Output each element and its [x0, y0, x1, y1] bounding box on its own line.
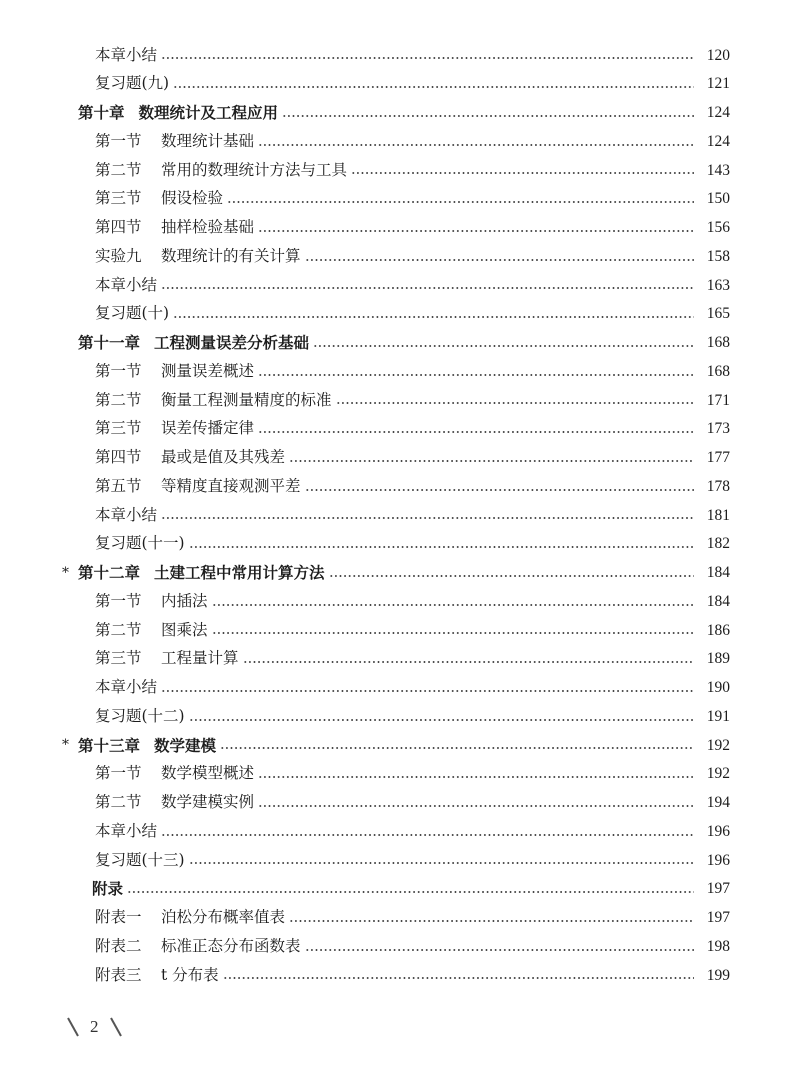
toc-entry-number: 第四节: [95, 448, 142, 467]
toc-entry-title: 误差传播定律: [161, 419, 255, 438]
toc-entry-title: 内插法: [161, 591, 208, 610]
toc-entry-label: [95, 936, 301, 955]
toc-section-entry[interactable]: [0, 156, 790, 185]
toc-entry-number: 第二节: [95, 390, 142, 409]
toc-section-entry[interactable]: [0, 185, 790, 214]
toc-entry-label: [95, 706, 185, 725]
toc-entry-number: 附表三: [95, 965, 142, 984]
toc-section-entry[interactable]: [0, 702, 790, 731]
toc-entry-label: [95, 850, 185, 869]
dot-leader: [329, 574, 694, 578]
toc-entry-title: 本章小结: [95, 45, 158, 64]
dot-leader: [161, 833, 694, 837]
dot-leader: [289, 459, 694, 463]
toc-section-entry[interactable]: [0, 616, 790, 645]
toc-entry-label: [95, 591, 208, 610]
toc-entry-title: 最或是值及其残差: [161, 448, 286, 467]
toc-entry-number: 第二节: [95, 793, 142, 812]
toc-section-entry[interactable]: [0, 760, 790, 789]
dot-leader: [227, 200, 694, 204]
toc-entry-label: [95, 680, 157, 696]
toc-section-entry[interactable]: [0, 300, 790, 329]
dot-leader: [161, 286, 694, 290]
slash-decoration-right: [109, 1016, 123, 1038]
toc-entry-label: [78, 105, 278, 121]
toc-page-number: 199: [706, 966, 730, 984]
dot-leader: [258, 143, 694, 147]
toc-entry-label: [95, 620, 208, 639]
toc-page-number: 181: [706, 506, 730, 524]
toc-page-number: 150: [706, 190, 730, 208]
toc-entry-number: 第三节: [95, 649, 142, 668]
page-footer: [66, 1016, 123, 1038]
toc-entry-label: [95, 45, 158, 64]
dot-leader: [127, 890, 694, 894]
toc-entry-label: [95, 421, 254, 437]
toc-section-entry[interactable]: [0, 444, 790, 473]
toc-entry-label: [95, 821, 158, 840]
toc-chapter-entry[interactable]: [0, 99, 790, 128]
toc-entry-title: 土建工程中常用计算方法: [154, 563, 325, 583]
toc-page-number: 197: [706, 909, 730, 927]
dot-leader: [258, 775, 694, 779]
dot-leader: [189, 718, 694, 722]
toc-page-number: 156: [706, 219, 730, 237]
dot-leader: [289, 919, 694, 923]
toc-page-number: 168: [706, 334, 730, 352]
toc-section-entry[interactable]: [0, 242, 790, 271]
toc-entry-title: 工程测量误差分析基础: [154, 333, 310, 353]
dot-leader: [220, 746, 694, 750]
toc-entry-number: 第一节: [95, 764, 142, 783]
toc-entry-label: [95, 450, 285, 466]
toc-entry-number: 第三节: [95, 419, 142, 438]
toc-entry-title: 泊松分布概率值表: [161, 908, 286, 927]
toc-entry-label: [95, 965, 219, 984]
toc-entry-number: 附表一: [95, 908, 142, 927]
toc-entry-title: 测量误差概述: [161, 361, 255, 380]
toc-entry-title: 数学模型概述: [161, 764, 255, 783]
dot-leader: [313, 344, 694, 348]
toc-page-number: 120: [706, 46, 730, 64]
toc-entry-number: 第一节: [95, 361, 142, 380]
dot-leader: [243, 660, 694, 664]
toc-section-entry[interactable]: [0, 70, 790, 99]
toc-section-entry[interactable]: [0, 817, 790, 846]
dot-leader: [212, 631, 694, 635]
toc-page-number: 168: [706, 362, 730, 380]
toc-entry-label: [78, 881, 123, 897]
toc-section-entry[interactable]: [0, 472, 790, 501]
toc-entry-title: 本章小结: [95, 275, 158, 294]
toc-page-number: 177: [706, 449, 730, 467]
toc-page-number: 184: [706, 564, 730, 582]
toc-entry-title: 复习题(九): [95, 74, 170, 93]
toc-entry-label: [95, 76, 169, 92]
toc-entry-number: 第十一章: [78, 333, 141, 353]
toc-page-number: 194: [706, 794, 730, 812]
optional-chapter-star-icon: *: [62, 564, 69, 581]
toc-entry-label: [95, 191, 223, 207]
toc-entry-title: 数理统计的有关计算: [161, 246, 301, 265]
toc-entry-title: 本章小结: [95, 505, 158, 524]
optional-chapter-star-icon: *: [62, 737, 69, 754]
toc-page-number: 198: [706, 937, 730, 955]
toc-section-entry[interactable]: [0, 961, 790, 990]
toc-entry-title: 抽样检验基础: [161, 218, 255, 237]
dot-leader: [189, 545, 694, 549]
toc-entry-title: 数学建模: [154, 735, 217, 755]
toc-entry-title: 常用的数理统计方法与工具: [161, 160, 348, 179]
toc-page-number: 186: [706, 621, 730, 639]
toc-entry-label: [95, 306, 169, 322]
toc-entry-label: [95, 246, 301, 265]
dot-leader: [161, 56, 694, 60]
dot-leader: [161, 516, 694, 520]
dot-leader: [258, 373, 694, 377]
dot-leader: [212, 603, 694, 607]
toc-entry-label: [95, 505, 158, 524]
toc-chapter-entry[interactable]: [0, 559, 790, 588]
toc-entry-title: 标准正态分布函数表: [161, 936, 301, 955]
toc-chapter-entry[interactable]: [0, 329, 790, 358]
slash-decoration-left: [66, 1016, 80, 1038]
toc-entry-label: [95, 275, 158, 294]
toc-entry-title: 复习题(十一): [95, 534, 185, 553]
toc-section-entry[interactable]: [0, 271, 790, 300]
dot-leader: [282, 114, 694, 118]
toc-entry-number: 第二节: [95, 620, 142, 639]
toc-entry-label: [78, 565, 325, 581]
toc-entry-title: 图乘法: [161, 620, 208, 639]
toc-entry-number: 第二节: [95, 160, 142, 179]
dot-leader: [173, 85, 694, 89]
toc-entry-title: 复习题(十二): [95, 706, 185, 725]
toc-entry-title: t 分布表: [161, 965, 219, 984]
dot-leader: [258, 229, 694, 233]
dot-leader: [351, 171, 694, 175]
toc-page-number: 191: [706, 707, 730, 725]
toc-entry-number: 第十章: [78, 103, 125, 123]
toc-section-entry[interactable]: [0, 214, 790, 243]
toc-entry-number: 第三节: [95, 189, 142, 208]
toc-entry-title: 数理统计基础: [161, 131, 255, 150]
toc-section-entry[interactable]: [0, 932, 790, 961]
dot-leader: [305, 258, 694, 262]
toc-entry-number: 附表二: [95, 936, 142, 955]
toc-entry-title: 本章小结: [95, 678, 158, 697]
toc-section-entry[interactable]: [0, 415, 790, 444]
toc-section-entry[interactable]: [0, 846, 790, 875]
toc-entry-title: 复习题(十三): [95, 850, 185, 869]
toc-entry-title: 数理统计及工程应用: [138, 103, 279, 123]
toc-page-number: 178: [706, 477, 730, 495]
toc-chapter-entry[interactable]: [0, 731, 790, 760]
page-number: 2: [90, 1017, 99, 1036]
toc-entry-label: [95, 651, 239, 667]
toc-entry-title: 等精度直接观测平差: [161, 476, 301, 495]
dot-leader: [173, 315, 694, 319]
toc-entry-label: [95, 476, 301, 495]
toc-entry-title: 衡量工程测量精度的标准: [161, 390, 332, 409]
toc-page-number: 196: [706, 851, 730, 869]
toc-section-entry[interactable]: [0, 530, 790, 559]
toc-entry-number: 实验九: [95, 246, 142, 265]
toc-entry-number: 第五节: [95, 476, 142, 495]
toc-page-number: 182: [706, 535, 730, 553]
toc-page-number: 184: [706, 592, 730, 610]
toc-entry-label: [95, 390, 332, 409]
toc-entry-number: 第一节: [95, 131, 142, 150]
toc-page-number: 192: [706, 736, 730, 754]
toc-section-entry[interactable]: [0, 357, 790, 386]
toc-entry-title: 本章小结: [95, 821, 158, 840]
toc-entry-number: 第四节: [95, 218, 142, 237]
dot-leader: [223, 976, 694, 980]
toc-page-number: 196: [706, 822, 730, 840]
toc-entry-number: 第十二章: [78, 563, 141, 583]
toc-section-entry[interactable]: [0, 645, 790, 674]
dot-leader: [258, 430, 694, 434]
dot-leader: [189, 861, 694, 865]
dot-leader: [336, 401, 694, 405]
toc-entry-label: [95, 160, 348, 179]
toc-entry-label: [95, 536, 185, 552]
toc-entry-label: [95, 361, 255, 380]
toc-entry-title: 假设检验: [161, 189, 224, 208]
toc-page-number: 143: [706, 161, 730, 179]
dot-leader: [161, 689, 694, 693]
toc-page-number: 189: [706, 650, 730, 668]
table-of-contents: [0, 41, 790, 990]
toc-page-number: 192: [706, 765, 730, 783]
toc-page-number: 124: [706, 104, 730, 122]
toc-section-entry[interactable]: [0, 674, 790, 703]
toc-entry-label: [78, 735, 217, 755]
toc-section-entry[interactable]: [0, 789, 790, 818]
toc-section-entry[interactable]: [0, 127, 790, 156]
toc-entry-label: [95, 220, 254, 236]
toc-section-entry[interactable]: [0, 41, 790, 70]
toc-entry-title: 附录: [92, 879, 124, 899]
toc-section-entry[interactable]: [0, 904, 790, 933]
toc-page-number: 158: [706, 247, 730, 265]
toc-page-number: 197: [706, 880, 730, 898]
toc-page-number: 190: [706, 679, 730, 697]
toc-entry-label: [95, 795, 254, 811]
toc-entry-number: 第一节: [95, 591, 142, 610]
dot-leader: [305, 488, 694, 492]
toc-page-number: 163: [706, 276, 730, 294]
toc-page-number: 124: [706, 132, 730, 150]
toc-section-entry[interactable]: [0, 587, 790, 616]
toc-page-number: 165: [706, 305, 730, 323]
toc-entry-label: [95, 131, 255, 150]
dot-leader: [258, 804, 694, 808]
toc-entry-title: 工程量计算: [161, 649, 239, 668]
toc-entry-title: 数学建模实例: [161, 793, 255, 812]
toc-page-number: 173: [706, 420, 730, 438]
toc-entry-label: [95, 766, 254, 782]
toc-section-entry[interactable]: [0, 501, 790, 530]
toc-chapter-entry[interactable]: [0, 875, 790, 904]
toc-section-entry[interactable]: [0, 386, 790, 415]
toc-entry-title: 复习题(十): [95, 304, 170, 323]
toc-entry-label: [95, 910, 285, 926]
toc-page-number: 121: [706, 75, 730, 93]
toc-page-number: 171: [706, 391, 730, 409]
dot-leader: [305, 948, 694, 952]
toc-entry-label: [78, 335, 309, 351]
toc-entry-number: 第十三章: [78, 735, 141, 755]
